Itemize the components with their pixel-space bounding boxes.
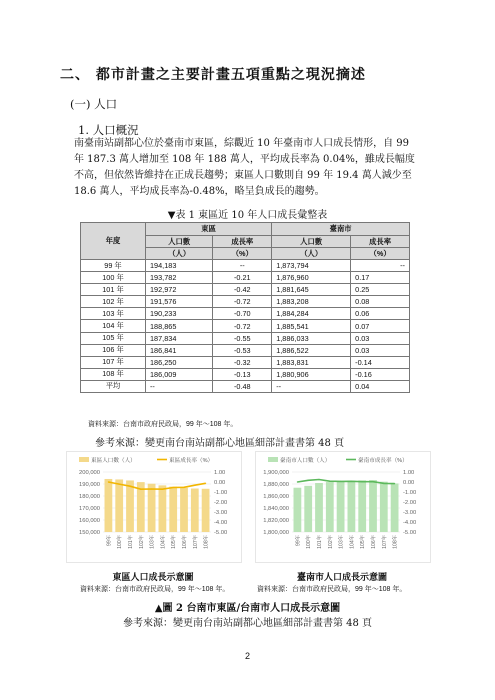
y-left-tick-label: 200,000 [79, 470, 100, 476]
growth-line [297, 480, 394, 484]
table-cell: 187,834 [146, 332, 213, 344]
bar [358, 480, 366, 532]
x-tick-label: 99年 [106, 535, 113, 546]
table-cell: 104 年 [81, 320, 146, 332]
paragraph-line: 不高，但依然皆維持在正成長趨勢；東區人口數則自 99 年 19.4 萬人減少至 [74, 170, 412, 181]
header-unit: （%） [351, 248, 410, 260]
table-cell: -0.53 [213, 344, 272, 356]
bar [169, 487, 177, 532]
table-cell: 0.04 [351, 380, 410, 392]
table-cell: 99 年 [81, 260, 146, 272]
bar [337, 481, 345, 532]
legend-bar-label: 臺南市人口數（人） [280, 458, 331, 464]
table-cell: -0.42 [213, 284, 272, 296]
legend-line-label: 東區成長率（%） [169, 458, 214, 464]
table-row [81, 284, 410, 296]
bar [115, 479, 123, 532]
tainan-chart-source: 資料來源：台南市政府民政局，99 年～108 年。 [257, 586, 407, 593]
bar [202, 489, 210, 532]
bar [159, 485, 167, 532]
table-row [81, 308, 410, 320]
table-cell: 1,883,208 [272, 296, 351, 308]
table-row [81, 368, 410, 380]
figure-caption: ▲圖 2 台南市東區/台南市人口成長示意圖 [154, 603, 341, 614]
line-point [140, 489, 141, 490]
table-cell: 186,841 [146, 344, 213, 356]
table-cell: 192,972 [146, 284, 213, 296]
east-chart [66, 451, 242, 563]
line-point [183, 487, 184, 488]
y-right-tick-label: 0.00 [214, 480, 226, 486]
legend-line-label: 臺南市成長率（%） [358, 458, 408, 464]
header-east-pop: 人口數 [146, 236, 213, 248]
table-cell: -0.13 [213, 368, 272, 380]
table-cell: 1,880,906 [272, 368, 351, 380]
east-chart-source: 資料來源：台南市政府民政局，99 年～108 年。 [80, 586, 230, 593]
y-left-tick-label: 1,860,000 [263, 494, 289, 500]
table-cell: -0.48 [213, 380, 272, 392]
table-row [81, 380, 410, 392]
table-cell: 194,183 [146, 260, 213, 272]
reference-2: 參考來源：變更南台南站副都心地區細部計畫書第 48 頁 [122, 618, 373, 629]
x-tick-label: 106年 [182, 535, 188, 549]
x-tick-label: 104年 [160, 535, 167, 549]
y-right-tick-label: -2.00 [403, 500, 417, 506]
line-point [372, 481, 373, 482]
table-cell: 101 年 [81, 284, 146, 296]
x-tick-label: 102年 [327, 535, 334, 549]
tainan-chart [255, 451, 431, 563]
table-cell: 106 年 [81, 344, 146, 356]
y-right-tick-label: 0.00 [403, 480, 415, 486]
table-source: 資料來源：台南市政府民政局，99 年～108 年。 [88, 421, 238, 428]
bar [148, 484, 156, 532]
x-tick-label: 102年 [138, 535, 145, 549]
line-point [129, 486, 130, 487]
paragraph-line: 18.6 萬人，平均成長率為-0.48%，略呈負成長的趨勢。 [74, 186, 325, 197]
x-tick-label: 106年 [371, 535, 377, 549]
table-cell: 103 年 [81, 308, 146, 320]
y-left-tick-label: 150,000 [79, 530, 100, 536]
table-cell: 186,250 [146, 356, 213, 368]
table-cell: 1,873,794 [272, 260, 351, 272]
table-cell: 100 年 [81, 272, 146, 284]
y-right-tick-label: -3.00 [403, 510, 417, 516]
bar [191, 489, 199, 533]
y-left-tick-label: 1,840,000 [263, 506, 289, 512]
table-cell: 0.17 [351, 272, 410, 284]
table-cell: 108 年 [81, 368, 146, 380]
y-right-tick-label: -5.00 [214, 530, 228, 536]
line-point [329, 481, 330, 482]
table-row [81, 356, 410, 368]
y-right-tick-label: 1.00 [214, 470, 226, 476]
table-cell: 186,009 [146, 368, 213, 380]
line-point [173, 487, 174, 488]
bar [326, 482, 334, 532]
table-cell: 0.07 [351, 320, 410, 332]
y-right-tick-label: -1.00 [214, 490, 228, 496]
header-tainan-rate: 成長率 [351, 236, 410, 248]
bar [126, 480, 134, 532]
line-point [351, 481, 352, 482]
table-cell: -- [272, 380, 351, 392]
table-cell: 0.08 [351, 296, 410, 308]
y-right-tick-label: -4.00 [403, 520, 417, 526]
line-point [151, 488, 152, 489]
table-row [81, 260, 410, 272]
x-tick-label: 100年 [117, 535, 124, 549]
line-point [297, 481, 298, 482]
x-tick-label: 100年 [306, 535, 313, 549]
y-right-tick-label: -2.00 [214, 500, 228, 506]
header-unit: （人） [146, 248, 213, 260]
y-left-tick-label: 180,000 [79, 494, 100, 500]
x-tick-label: 107年 [381, 535, 388, 549]
table-caption: ▼表 1 東區近 10 年人口成長彙整表 [167, 210, 328, 221]
table-cell: -- [213, 260, 272, 272]
bar [348, 481, 356, 532]
table-cell: 0.25 [351, 284, 410, 296]
table-cell: 190,233 [146, 308, 213, 320]
table-cell: -0.21 [213, 272, 272, 284]
paragraph [74, 136, 420, 200]
x-tick-label: 103年 [338, 535, 345, 549]
x-tick-label: 105年 [171, 535, 178, 549]
y-left-tick-label: 1,880,000 [263, 482, 289, 488]
y-left-tick-label: 170,000 [79, 506, 100, 512]
line-point [318, 479, 319, 480]
population-table [80, 222, 410, 393]
table-cell: -0.70 [213, 308, 272, 320]
x-tick-label: 108年 [392, 535, 399, 549]
header-east: 東區 [146, 223, 272, 236]
table-cell: -- [146, 380, 213, 392]
bar [369, 480, 377, 532]
y-right-tick-label: -1.00 [403, 490, 417, 496]
header-tainan-pop: 人口數 [272, 236, 351, 248]
table-cell: 107 年 [81, 356, 146, 368]
y-right-tick-label: -3.00 [214, 510, 228, 516]
table-cell: -0.16 [351, 368, 410, 380]
header-unit: （人） [272, 248, 351, 260]
x-tick-label: 99年 [295, 535, 302, 546]
tainan-chart-title: 臺南市人口成長示意圖 [296, 572, 387, 582]
table-cell: -0.55 [213, 332, 272, 344]
x-tick-label: 107年 [192, 535, 199, 549]
table-row [81, 296, 410, 308]
y-left-tick-label: 1,800,000 [263, 530, 289, 536]
line-point [383, 483, 384, 484]
legend-bar-label: 東區人口數（人） [91, 458, 136, 464]
line-point [394, 483, 395, 484]
table-cell: 0.06 [351, 308, 410, 320]
table-cell: 193,782 [146, 272, 213, 284]
table-cell: 1,883,831 [272, 356, 351, 368]
table-cell: -0.72 [213, 296, 272, 308]
table-row [81, 332, 410, 344]
paragraph-line: 南臺南站副都心位於臺南市東區，綜觀近 10 年臺南市人口成長情形，自 99 [74, 138, 409, 149]
y-left-tick-label: 1,820,000 [263, 518, 289, 524]
table-cell: -0.32 [213, 356, 272, 368]
header-tainan: 臺南市 [272, 223, 410, 236]
line-point [162, 489, 163, 490]
line-point [194, 485, 195, 486]
table-row [81, 272, 410, 284]
paragraph-line: 年 187.3 萬人增加至 108 年 188 萬人，平均成長率為 0.04%，雖成長幅度 [74, 154, 415, 165]
bar [315, 483, 323, 532]
table-cell: -0.14 [351, 356, 410, 368]
bar [380, 482, 388, 532]
subsection-title: (一) 人口 [70, 97, 118, 111]
table-cell: 105 年 [81, 332, 146, 344]
line-point [205, 483, 206, 484]
table-cell: 1,886,033 [272, 332, 351, 344]
table-row [81, 344, 410, 356]
legend-bar-swatch [79, 457, 89, 462]
y-left-tick-label: 1,900,000 [263, 470, 289, 476]
table-cell: 0.03 [351, 332, 410, 344]
page-number: 2 [244, 651, 250, 661]
line-point [108, 481, 109, 482]
table-cell: 1,886,522 [272, 344, 351, 356]
table-cell: 0.03 [351, 344, 410, 356]
y-right-tick-label: 1.00 [403, 470, 415, 476]
east-chart-svg [67, 452, 241, 562]
line-point [340, 481, 341, 482]
line-point [362, 481, 363, 482]
reference-1: 參考來源：變更南台南站副都心地區細部計畫書第 48 頁 [95, 438, 345, 449]
table-cell: 191,576 [146, 296, 213, 308]
y-right-tick-label: -4.00 [214, 520, 228, 526]
east-chart-title: 東區人口成長示意圖 [112, 572, 194, 582]
x-tick-label: 101年 [317, 535, 323, 549]
item-title: 1. 人口概況 [78, 123, 139, 137]
table-cell: 188,865 [146, 320, 213, 332]
y-left-tick-label: 190,000 [79, 482, 100, 488]
legend-bar-swatch [268, 457, 278, 462]
table-cell: 102 年 [81, 296, 146, 308]
x-tick-label: 101年 [128, 535, 134, 549]
bar [180, 488, 188, 532]
table-cell: 平均 [81, 380, 146, 392]
table-cell: 1,876,960 [272, 272, 351, 284]
bar [294, 488, 302, 532]
x-tick-label: 103年 [149, 535, 156, 549]
tainan-chart-svg [256, 452, 430, 562]
x-tick-label: 108年 [203, 535, 210, 549]
line-point [308, 480, 309, 481]
header-unit: （%） [213, 248, 272, 260]
table-row [81, 320, 410, 332]
bar [304, 486, 312, 532]
bar [391, 483, 399, 532]
y-right-tick-label: -5.00 [403, 530, 417, 536]
x-tick-label: 105年 [360, 535, 367, 549]
table-cell: 1,884,284 [272, 308, 351, 320]
header-year: 年度 [81, 223, 146, 260]
bar [105, 479, 113, 532]
table-cell: -0.72 [213, 320, 272, 332]
line-point [119, 484, 120, 485]
table-cell: 1,885,541 [272, 320, 351, 332]
table-cell: -- [351, 260, 410, 272]
table-cell: 1,881,645 [272, 284, 351, 296]
y-left-tick-label: 160,000 [79, 518, 100, 524]
header-east-rate: 成長率 [213, 236, 272, 248]
x-tick-label: 104年 [349, 535, 356, 549]
section-title: 二、 都市計畫之主要計畫五項重點之現況摘述 [60, 67, 366, 83]
